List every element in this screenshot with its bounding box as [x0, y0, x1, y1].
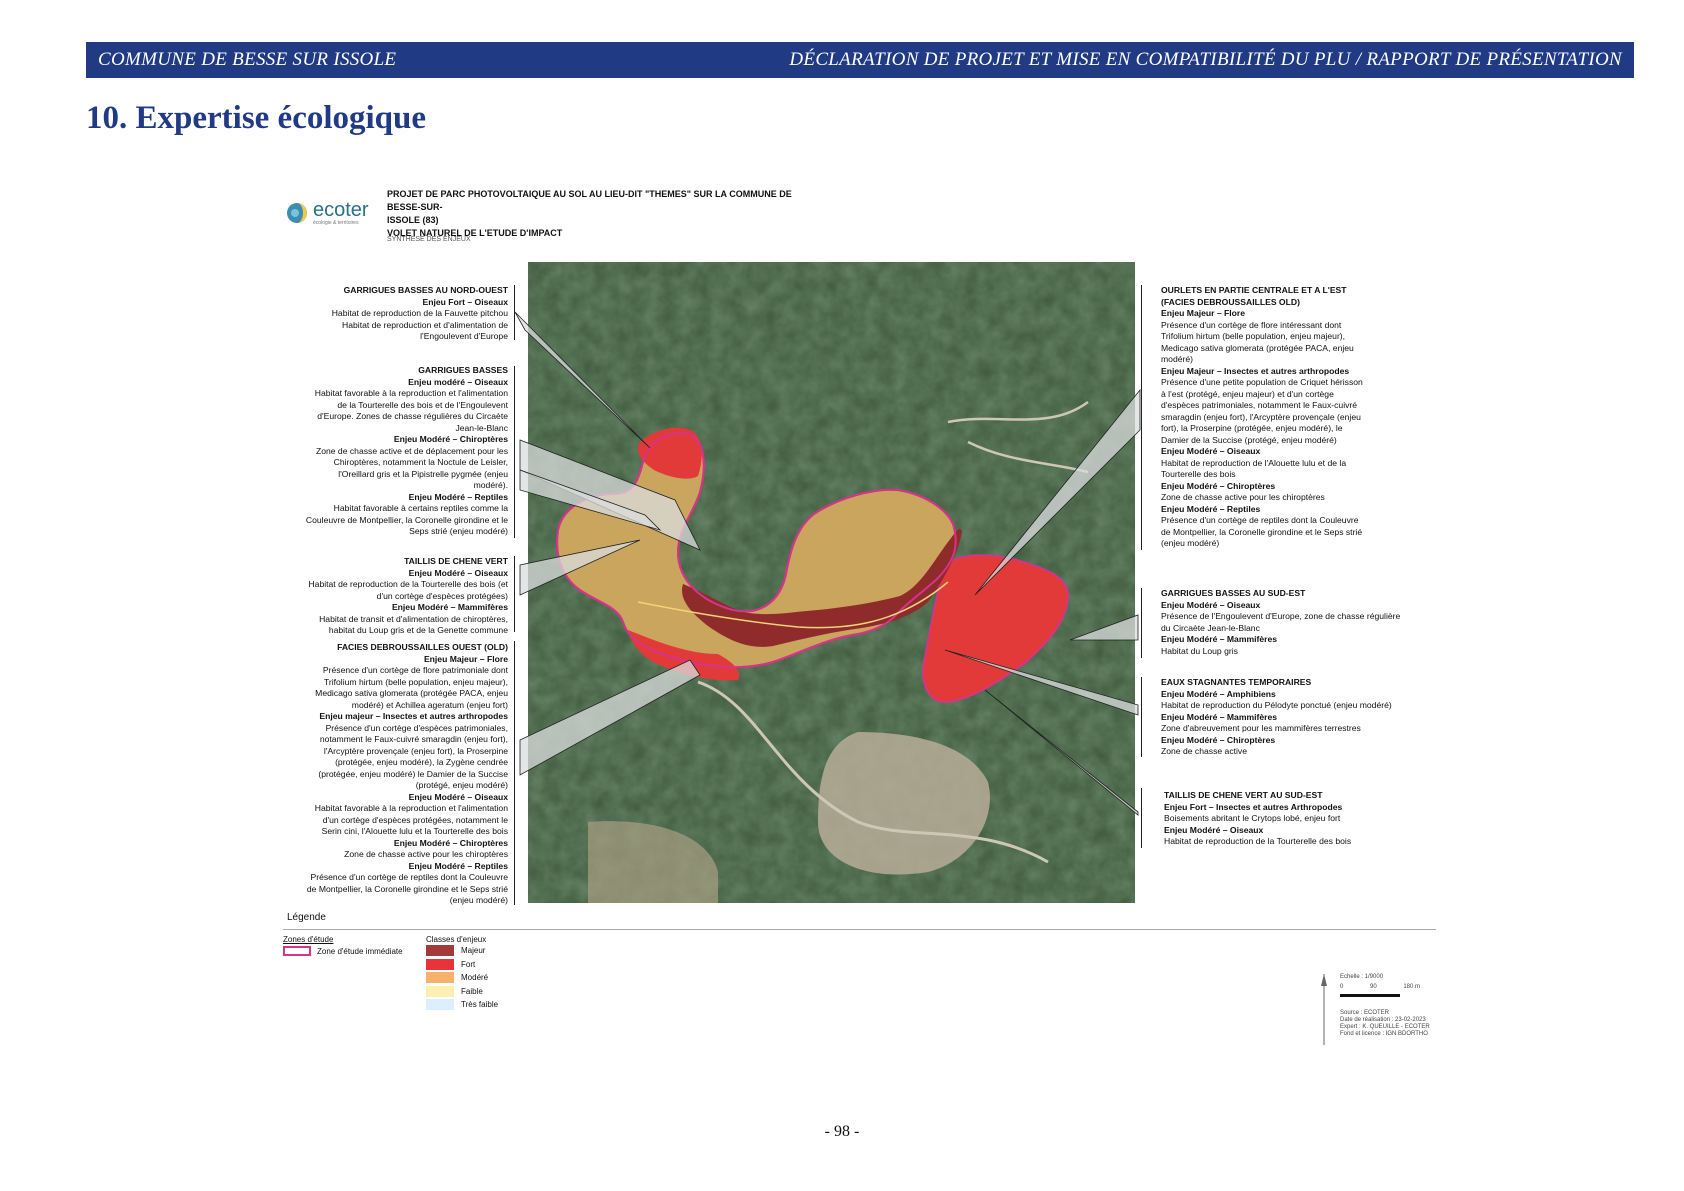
legend-class-label: Très faible [461, 1000, 499, 1010]
block-line: Présence d'un cortège de flore patrimoniale dont [322, 665, 508, 675]
legend-class-swatch [426, 945, 454, 956]
block-subtitle: Enjeu Modéré – Reptiles [1161, 503, 1261, 514]
block-line: de Montpellier, la Coronelle girondine et le Seps strié [1161, 526, 1363, 537]
legend-zones [283, 935, 403, 956]
map-title-line3: VOLET NATUREL DE L'ETUDE D'IMPACT [387, 228, 563, 238]
block-subtitle: Enjeu Modéré – Chiroptères [1161, 734, 1276, 745]
block-line: Zone de chasse active et de déplacement pour les [315, 445, 508, 456]
block-title: EAUX STAGNANTES TEMPORAIRES [1161, 677, 1312, 687]
block-line: modéré). [473, 480, 508, 490]
header-document: DÉCLARATION DE PROJET ET MISE EN COMPATIBILITÉ DU PLU / RAPPORT DE PRÉSENTATION [789, 49, 1622, 70]
north-arrow-icon [1318, 972, 1330, 1047]
block-subtitle: Enjeu Modéré – Mammifères [1161, 634, 1278, 644]
credit-fond: Fond et licence : IGN BDORTHO [1340, 1031, 1428, 1037]
legend-class-swatch [426, 986, 454, 997]
block-line: Zone de chasse active [1161, 746, 1247, 756]
block-line: Trifolium hirtum (belle population, enjeu majeur), [1161, 331, 1346, 341]
block-subtitle: Enjeu Modéré – Oiseaux [408, 791, 508, 802]
block-subtitle: Enjeu Majeur – Flore [423, 653, 508, 664]
bar-left-3 [514, 556, 515, 632]
block-subtitle: Enjeu Modéré – Oiseaux [408, 567, 508, 578]
block-subtitle: Enjeu modéré – Oiseaux [408, 376, 508, 387]
block-line: (enjeu modéré) [1161, 538, 1220, 548]
block-line: l'Engoulevent d'Europe [420, 331, 508, 341]
legend-class-label: Majeur [461, 946, 486, 956]
block-subtitle: Enjeu Modéré – Chiroptères [393, 434, 508, 444]
scale-bar [1340, 994, 1400, 997]
bar-left-2 [514, 366, 515, 538]
block-line: Habitat favorable à la reproduction et l'alimentation [314, 388, 508, 398]
block-line: Habitat de reproduction de l'Alouette lulu et de la [1161, 457, 1347, 468]
legend-rule [283, 929, 1436, 930]
map-title-line1: PROJET DE PARC PHOTOVOLTAIQUE AU SOL AU LIEU-DIT "THEMES" SUR LA COMMUNE DE BESSE-SUR- [387, 189, 792, 212]
block-line: smaragdin (enjeu fort), l'Arcyptère provençale (enjeu [1161, 411, 1361, 422]
annotation-block [268, 365, 508, 538]
block-line: Boisements abritant le Crytops lobé, enjeu fort [1164, 813, 1341, 823]
block-line: Zone d'abreuvement pour les mammifères terrestres [1161, 723, 1361, 733]
block-line: Medicago sativa glomerata (protégée PACA, enjeu [1161, 342, 1354, 353]
block-line: d'un cortège d'espèces protégées) [376, 590, 508, 601]
block-title: GARRIGUES BASSES AU NORD-OUEST [343, 285, 508, 295]
legend-class-row [426, 971, 498, 985]
credit-expert: Expert : K. QUEUILLE - ECOTER [1340, 1024, 1430, 1030]
legend-title: Légende [287, 912, 326, 923]
zone-swatch [283, 946, 311, 956]
block-line: Seps strié (enjeu modéré) [409, 526, 508, 536]
block-line: Damier de la Succise (protégé, enjeu modéré) [1161, 434, 1337, 445]
block-line: Chiroptères, notamment la Noctule de Leisler, [333, 457, 508, 467]
scale-tick-1: 90 [1369, 984, 1377, 990]
bar-right-4 [1141, 788, 1142, 848]
block-line: (enjeu modéré) [449, 895, 508, 905]
block-line: d'Europe. Zones de chasse régulières du Circaète [317, 411, 508, 421]
annotation-block [1161, 588, 1431, 657]
credit-date: Date de réalisation : 23-02-2023 [1340, 1017, 1426, 1023]
block-title: TAILLIS DE CHENE VERT AU SUD-EST [1164, 790, 1323, 800]
block-line: notamment le Faux-cuivré smaragdin (enjeu fort), [319, 734, 508, 744]
block-line: habitat du Loup gris et de la Genette commune [328, 625, 508, 635]
block-line: Habitat de reproduction de la Tourterelle des bois [1164, 836, 1352, 846]
block-subtitle: Enjeu Majeur – Insectes et autres arthropodes [1161, 365, 1350, 376]
block-subtitle: Enjeu majeur – Insectes et autres arthropodes [319, 711, 508, 721]
block-line: (protégée, enjeu modéré), la Zygène cendrée [335, 757, 508, 767]
legend-class-swatch [426, 959, 454, 970]
scale-label: Echelle : 1/9000 [1340, 974, 1384, 980]
block-title: OURLETS EN PARTIE CENTRALE ET A L'EST [1161, 285, 1347, 295]
block-title: TAILLIS DE CHENE VERT [404, 556, 508, 566]
block-line: l'Arcyptère provençale (enjeu fort), la Proserpine [323, 745, 508, 756]
block-line: de Montpellier, la Coronelle girondine et le Seps strié [306, 883, 508, 894]
block-line: (protégée, enjeu modéré) le Damier de la Succise [318, 768, 508, 779]
block-subtitle: Enjeu Fort – Insectes et autres Arthropodes [1164, 801, 1343, 812]
annotation-block [268, 285, 508, 343]
aerial-map [528, 262, 1135, 903]
block-line: Habitat favorable à la reproduction et l'alimentation [314, 803, 508, 813]
scale-tick-0: 0 [1340, 984, 1344, 990]
block-line: Habitat de reproduction et d'alimentation de [342, 319, 508, 330]
legend-class-row [426, 985, 498, 999]
legend-class-label: Fort [461, 959, 476, 969]
header-commune: COMMUNE DE BESSE SUR ISSOLE [98, 49, 397, 70]
block-line: Zone de chasse active pour les chiroptères [1161, 492, 1325, 502]
bar-left-4 [514, 641, 515, 905]
block-line: Présence d'un cortège de flore intéressant dont [1161, 319, 1342, 330]
block-line: modéré) [1161, 354, 1193, 364]
bar-left-1 [514, 285, 515, 340]
block-line: Présence d'une petite population de Criquet hérisson [1161, 377, 1363, 387]
block-line: d'espèces patrimoniales, notamment le Faux-cuivré [1161, 400, 1358, 410]
bar-right-1 [1141, 285, 1142, 550]
annotation-block [1164, 790, 1404, 848]
block-line: du Circaète Jean-le-Blanc [1161, 622, 1260, 633]
block-subtitle: Enjeu Modéré – Mammifères [1161, 711, 1278, 722]
credit-source: Source : ECOTER [1340, 1010, 1390, 1016]
block-line: Zone de chasse active pour les chiroptères [344, 849, 508, 859]
block-line: de la Tourterelle des bois et de l'Engoulevent [337, 399, 508, 410]
block-line: Serin cini, l'Alouette lulu et la Tourterelle des bois [321, 826, 508, 836]
annotation-block [1161, 677, 1431, 758]
logo-tagline: écologie & territoires [313, 220, 359, 226]
annotation-block [1161, 285, 1401, 550]
ecoter-logo-icon [286, 202, 308, 224]
block-subtitle: Enjeu Modéré – Reptiles [408, 491, 508, 502]
block-subtitle: Enjeu Modéré – Oiseaux [1161, 446, 1261, 456]
annotation-block [268, 642, 508, 907]
legend-class-row [426, 944, 498, 958]
block-subtitle: Enjeu Modéré – Oiseaux [1161, 599, 1261, 610]
block-line: l'Oreillard gris et la Pipistrelle pygmée (enjeu [338, 468, 508, 479]
block-line: Habitat de transit et d'alimentation de chiroptères, [319, 613, 508, 624]
ecoter-logo [286, 200, 369, 226]
block-subtitle: Enjeu Majeur – Flore [1161, 308, 1246, 318]
map-title [387, 188, 827, 240]
block-line: Habitat de reproduction de la Tourterelle des bois (et [308, 579, 508, 589]
map-title-line2: ISSOLE (83) [387, 215, 439, 225]
block-line: Trifolium hirtum (belle population, enjeu majeur), [323, 676, 508, 687]
block-title: GARRIGUES BASSES [418, 365, 508, 375]
block-subtitle: Enjeu Modéré – Reptiles [408, 860, 508, 871]
block-line: Jean-le-Blanc [455, 422, 508, 433]
block-title: GARRIGUES BASSES AU SUD-EST [1161, 588, 1306, 598]
block-line: Habitat du Loup gris [1161, 645, 1238, 656]
legend-class-swatch [426, 999, 454, 1010]
block-line: Présence de l'Engoulevent d'Europe, zone de chasse régulière [1161, 611, 1401, 621]
block-line: fort), la Proserpine (protégée, enjeu modéré), le [1161, 423, 1343, 433]
logo-name: ecoter [313, 199, 369, 221]
page-title: 10. Expertise écologique [86, 100, 427, 136]
block-subtitle: Enjeu Modéré – Chiroptères [393, 837, 508, 848]
bar-right-3 [1141, 677, 1142, 757]
block-line: Tourterelle des bois [1161, 469, 1236, 479]
block-line: Habitat de reproduction du Pélodyte ponctué (enjeu modéré) [1161, 700, 1392, 710]
legend-classes-head: Classes d'enjeux [426, 935, 487, 944]
map-subtitle: SYNTHESE DES ENJEUX [387, 236, 471, 243]
scale-credits [1318, 972, 1438, 1047]
block-line: (protégé, enjeu modéré) [415, 780, 508, 790]
block-subtitle: Enjeu Modéré – Oiseaux [1164, 824, 1264, 835]
bar-right-2 [1141, 588, 1142, 658]
block-line: d'un cortège d'espèces protégées, notamment le [322, 814, 508, 825]
block-subtitle: Enjeu Fort – Oiseaux [422, 296, 508, 307]
block-line: Couleuvre de Montpellier, la Coronelle girondine et le [305, 514, 508, 525]
block-line: Présence d'un cortège d'espèces patrimoniales, [325, 722, 508, 733]
annotation-block [268, 556, 508, 637]
legend-class-label: Faible [461, 986, 483, 996]
block-line: Medicago sativa glomerata (protégée PACA, enjeu [315, 688, 508, 698]
block-subtitle: Enjeu Modéré – Mammifères [391, 602, 508, 612]
block-line: Habitat favorable à certains reptiles comme la [333, 503, 508, 513]
block-title: (FACIES DEBROUSSAILLES OLD) [1161, 296, 1300, 307]
legend-class-row [426, 998, 498, 1012]
legend-zones-head: Zones d'étude [283, 935, 334, 944]
page-number: - 98 - [824, 1123, 860, 1140]
block-line: Présence d'un cortège de reptiles dont la Couleuvre [310, 872, 508, 882]
block-line: modéré) et Achillea ageratum (enjeu fort) [351, 699, 508, 710]
legend-class-row [426, 958, 498, 972]
zone-label: Zone d'étude immédiate [317, 946, 403, 956]
legend-class-label: Modéré [461, 973, 489, 983]
legend-classes [426, 935, 498, 1012]
block-line: Présence d'un cortège de reptiles dont la Couleuvre [1161, 515, 1359, 525]
block-subtitle: Enjeu Modéré – Amphibiens [1161, 688, 1276, 699]
scale-tick-2: 180 m [1403, 984, 1420, 990]
legend-class-swatch [426, 972, 454, 983]
page-header [86, 42, 1634, 78]
block-title: FACIES DEBROUSSAILLES OUEST (OLD) [337, 642, 508, 652]
block-line: Habitat de reproduction de la Fauvette pitchou [331, 308, 508, 318]
block-line: à l'est (protégé, enjeu majeur) et d'un cortège [1161, 388, 1334, 399]
block-subtitle: Enjeu Modéré – Chiroptères [1161, 480, 1276, 491]
